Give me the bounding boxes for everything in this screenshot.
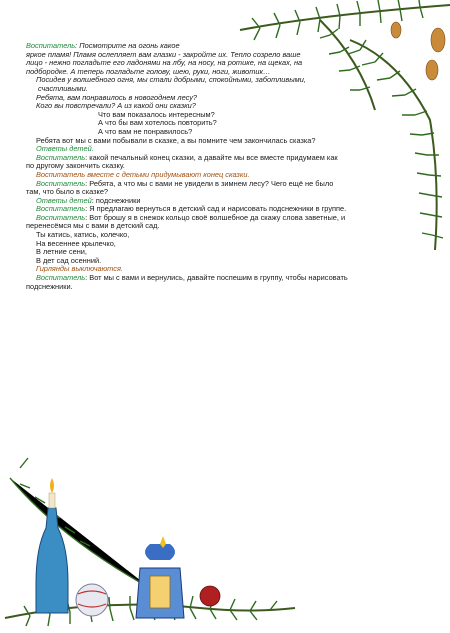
text-line: по другому закончить сказку. xyxy=(26,161,125,171)
text-line: Что вам показалось интересным? xyxy=(98,109,215,119)
text-line: Посидев у волшебного огня, мы стали добрыми, спокойными, заботливыми, xyxy=(36,75,306,85)
text-line: там, что было в сказке? xyxy=(26,187,109,197)
text-line: : Вот мы с вами и вернулись, давайте поспешим в группу, чтобы нарисовать xyxy=(85,273,348,283)
text-line: Ребята, вам понравилось в новогоднем лесу? xyxy=(36,92,198,102)
poem-line: В дет сад осенний. xyxy=(36,255,102,265)
text-line: подбородке. А теперь погладьте голову, шею, руки, ноги, животик… xyxy=(26,66,271,76)
text-line: : Ребята, а что мы с вами не увидели в зимнем лесу? Чего ещё не было xyxy=(85,178,334,188)
text-line: : какой печальный конец сказки, а давайте мы все вместе придумаем как xyxy=(85,152,338,162)
speaker-label: Ответы детей xyxy=(36,195,92,205)
text-line: : подснежники xyxy=(91,195,141,205)
text-line: : Я предлагаю вернуться в детский сад и нарисовать подснежники в группе. xyxy=(85,204,347,214)
document-body xyxy=(26,42,386,291)
stage-direction: Воспитатель вместе с детьми придумывают конец сказки. xyxy=(36,169,250,179)
stage-direction: Гирлянды выключаются. xyxy=(36,264,123,274)
speaker-label: Воспитатель xyxy=(36,212,86,222)
text-line: Кого вы повстречали? А из какой они сказки? xyxy=(36,101,196,111)
speaker-label: Воспитатель xyxy=(36,178,86,188)
text-line: лицо - нежно погладьте его ладонями на лбу, на носу, на ротике, на щеках, на xyxy=(26,58,303,68)
poem-line: Ты катись, катись, колечко, xyxy=(36,230,130,240)
text-line: Ребята вот мы с вами побывали в сказке, а вы помните чем закончилась сказка? xyxy=(36,135,316,145)
speaker-label: Воспитатель xyxy=(36,273,86,283)
speaker-label: Воспитатель xyxy=(26,41,76,50)
text-line: : Посмотрите на огонь какое xyxy=(75,41,180,50)
text-line: А что вам не понравилось? xyxy=(98,126,193,136)
text-line: яркое пламя! Пламя ослепляет вам глазки - закройте их. Тепло созрело ваше xyxy=(26,49,301,59)
poem-line: На весеннее крылечко, xyxy=(36,238,116,248)
text-line: : Вот брошу я в снежок кольцо своё волшебное да скажу слова заветные, и xyxy=(85,212,346,222)
speaker-label: Воспитатель xyxy=(36,204,86,214)
text-line: счастливыми. xyxy=(38,83,88,93)
speaker-label: Воспитатель xyxy=(36,152,86,162)
text-line: А что бы вам хотелось повторить? xyxy=(98,118,217,128)
christmas-decoration-icon xyxy=(0,448,300,633)
text-line: перенесёмся мы с вами в детский сад. xyxy=(26,221,160,231)
stage-direction: Ответы детей. xyxy=(36,144,94,154)
poem-line: В летние сени, xyxy=(36,247,87,257)
text-line: подснежники. xyxy=(26,281,73,291)
